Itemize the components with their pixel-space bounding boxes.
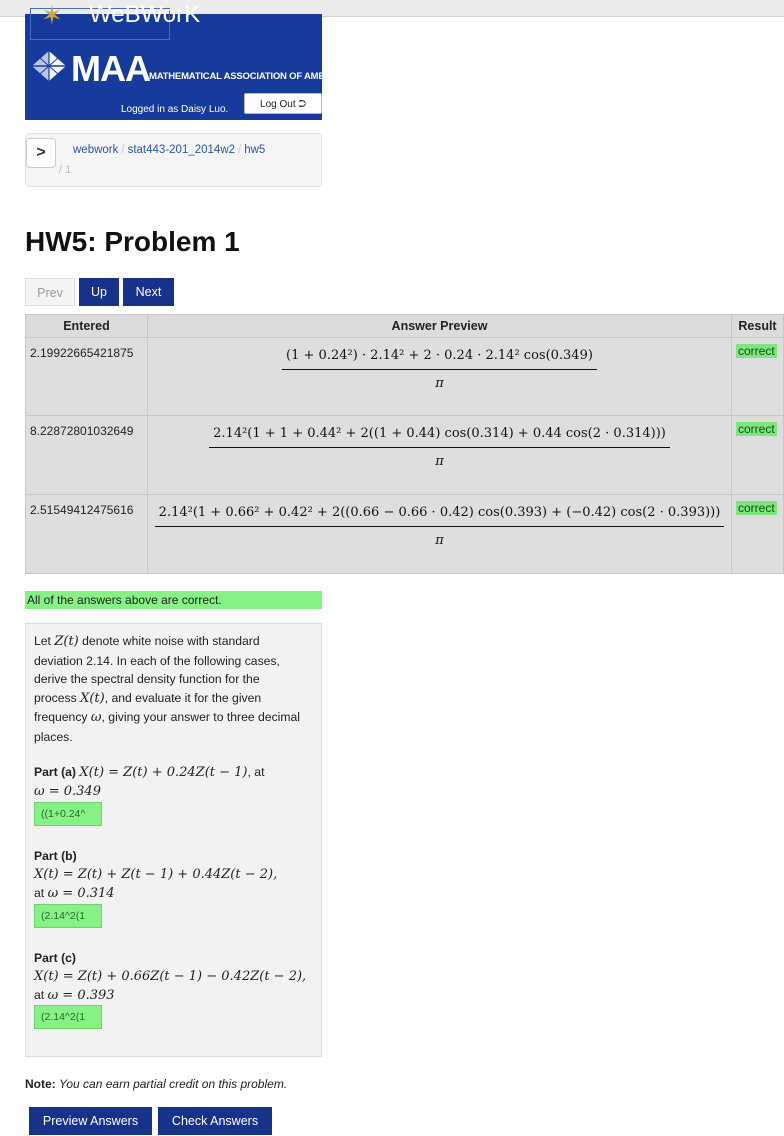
answer-preview xyxy=(148,495,732,574)
breadcrumb-item-webwork[interactable]: webwork xyxy=(73,144,119,156)
note-text: You can earn partial credit on this problem. xyxy=(59,1077,288,1091)
header-result: Result xyxy=(732,315,784,338)
breadcrumb-separator: / xyxy=(59,164,66,176)
intro-text: denote white noise with standard deviation 2.14. In each of the following cases, derive the spectral density function for the process xyxy=(34,634,280,705)
answer-preview xyxy=(148,338,732,416)
preview-denominator: π xyxy=(435,376,444,391)
header-answer-preview: Answer Preview xyxy=(148,315,732,338)
part-a xyxy=(34,763,324,801)
preview-numerator: 2.14²(1 + 1 + 0.44² + 2((1 + 0.44) cos(0.314) + 0.44 cos(2 · 0.314))) xyxy=(209,416,670,448)
page-title: HW5: Problem 1 xyxy=(25,226,240,257)
intro-math: X(t) xyxy=(80,690,105,706)
part-label: Part (c) xyxy=(34,951,76,965)
webwork-label: WeBWorK xyxy=(89,1,201,28)
result-cell xyxy=(732,416,784,495)
part-equation: X(t) = Z(t) + Z(t − 1) + 0.44Z(t − 2), xyxy=(34,867,278,882)
up-button[interactable]: Up xyxy=(79,278,119,306)
result-cell xyxy=(732,495,784,574)
webwork-logo[interactable] xyxy=(30,1,201,40)
status-badge: correct xyxy=(738,422,775,436)
maa-label: MAA xyxy=(71,48,150,89)
entered-value: 8.22872801032649 xyxy=(26,416,148,495)
intro-math: Z(t) xyxy=(54,634,79,649)
table-row xyxy=(26,495,784,574)
part-omega: ω = 0.349 xyxy=(34,784,101,799)
breadcrumb-item-set[interactable]: hw5 xyxy=(244,144,266,156)
check-answers-button[interactable]: Check Answers xyxy=(158,1107,272,1135)
preview-numerator: 2.14²(1 + 0.66² + 0.42² + 2((0.66 − 0.66 · 0.42) cos(0.393) + (−0.42) cos(2 · 0.393))) xyxy=(155,495,725,527)
part-label: Part (a) xyxy=(34,765,76,779)
note-label: Note: xyxy=(25,1077,56,1091)
result-cell xyxy=(732,338,784,416)
part-c xyxy=(34,949,324,1005)
intro-text: Let xyxy=(34,634,55,648)
preview-numerator: (1 + 0.24²) · 2.14² + 2 · 0.24 · 2.14² cos(0.349) xyxy=(282,338,597,370)
answer-preview xyxy=(148,416,732,495)
part-at-text: at xyxy=(34,988,45,1002)
problem-intro xyxy=(34,632,304,746)
part-label: Part (b) xyxy=(34,849,77,863)
next-button[interactable]: Next xyxy=(123,278,174,306)
header-banner xyxy=(25,1,347,120)
preview-denominator: π xyxy=(435,533,444,548)
breadcrumb-separator: / xyxy=(121,144,125,156)
table-row xyxy=(26,416,784,495)
results-table xyxy=(25,314,784,574)
entered-value: 2.51549412475616 xyxy=(26,495,148,574)
maa-logo-icon xyxy=(31,50,67,82)
answer-input-a[interactable]: ((1+0.24^ xyxy=(34,802,102,826)
breadcrumb-item-course[interactable]: stat443-201_2014w2 xyxy=(127,144,236,156)
part-equation: X(t) = Z(t) + 0.66Z(t − 1) − 0.42Z(t − 2), xyxy=(34,969,307,984)
intro-text: , giving your answer to three decimal places. xyxy=(34,710,301,744)
logout-button[interactable]: Log Out ⮊ xyxy=(244,93,322,114)
answer-input-b[interactable]: (2.14^2(1 xyxy=(34,904,102,928)
intro-math: ω xyxy=(90,710,102,725)
status-badge: correct xyxy=(738,501,775,515)
table-row xyxy=(26,338,784,416)
part-b xyxy=(34,847,324,903)
breadcrumb-separator: / xyxy=(238,144,242,156)
prev-button[interactable]: Prev xyxy=(25,278,75,306)
status-badge: correct xyxy=(738,344,775,358)
maa-subtitle: MATHEMATICAL ASSOCIATION OF AMERICA xyxy=(149,71,347,82)
breadcrumb-current-label: 1 xyxy=(65,164,72,176)
part-omega: ω = 0.393 xyxy=(47,988,115,1003)
preview-answers-button[interactable]: Preview Answers xyxy=(29,1107,152,1135)
summary-message: All of the answers above are correct. xyxy=(25,591,322,609)
part-omega: ω = 0.314 xyxy=(47,886,115,901)
breadcrumb-links xyxy=(73,144,265,156)
breadcrumb-toggle-icon[interactable]: > xyxy=(26,138,56,168)
breadcrumb-current xyxy=(59,164,71,176)
part-at-text: , at xyxy=(247,765,265,779)
part-equation: X(t) = Z(t) + 0.24Z(t − 1) xyxy=(79,765,248,780)
problem-body xyxy=(25,623,322,1057)
table-header-row xyxy=(26,315,784,338)
note xyxy=(25,1077,287,1091)
breadcrumb xyxy=(25,133,322,187)
header-entered: Entered xyxy=(26,315,148,338)
entered-value: 2.19922665421875 xyxy=(26,338,148,416)
intro-text: , and evaluate it for the given frequency xyxy=(34,690,262,724)
preview-denominator: π xyxy=(435,454,444,469)
answer-input-c[interactable]: (2.14^2(1 xyxy=(34,1005,102,1029)
logged-in-text: Logged in as Daisy Luo. xyxy=(121,104,229,115)
part-at-text: at xyxy=(34,886,45,900)
webwork-star-icon: ✶ xyxy=(41,1,63,31)
